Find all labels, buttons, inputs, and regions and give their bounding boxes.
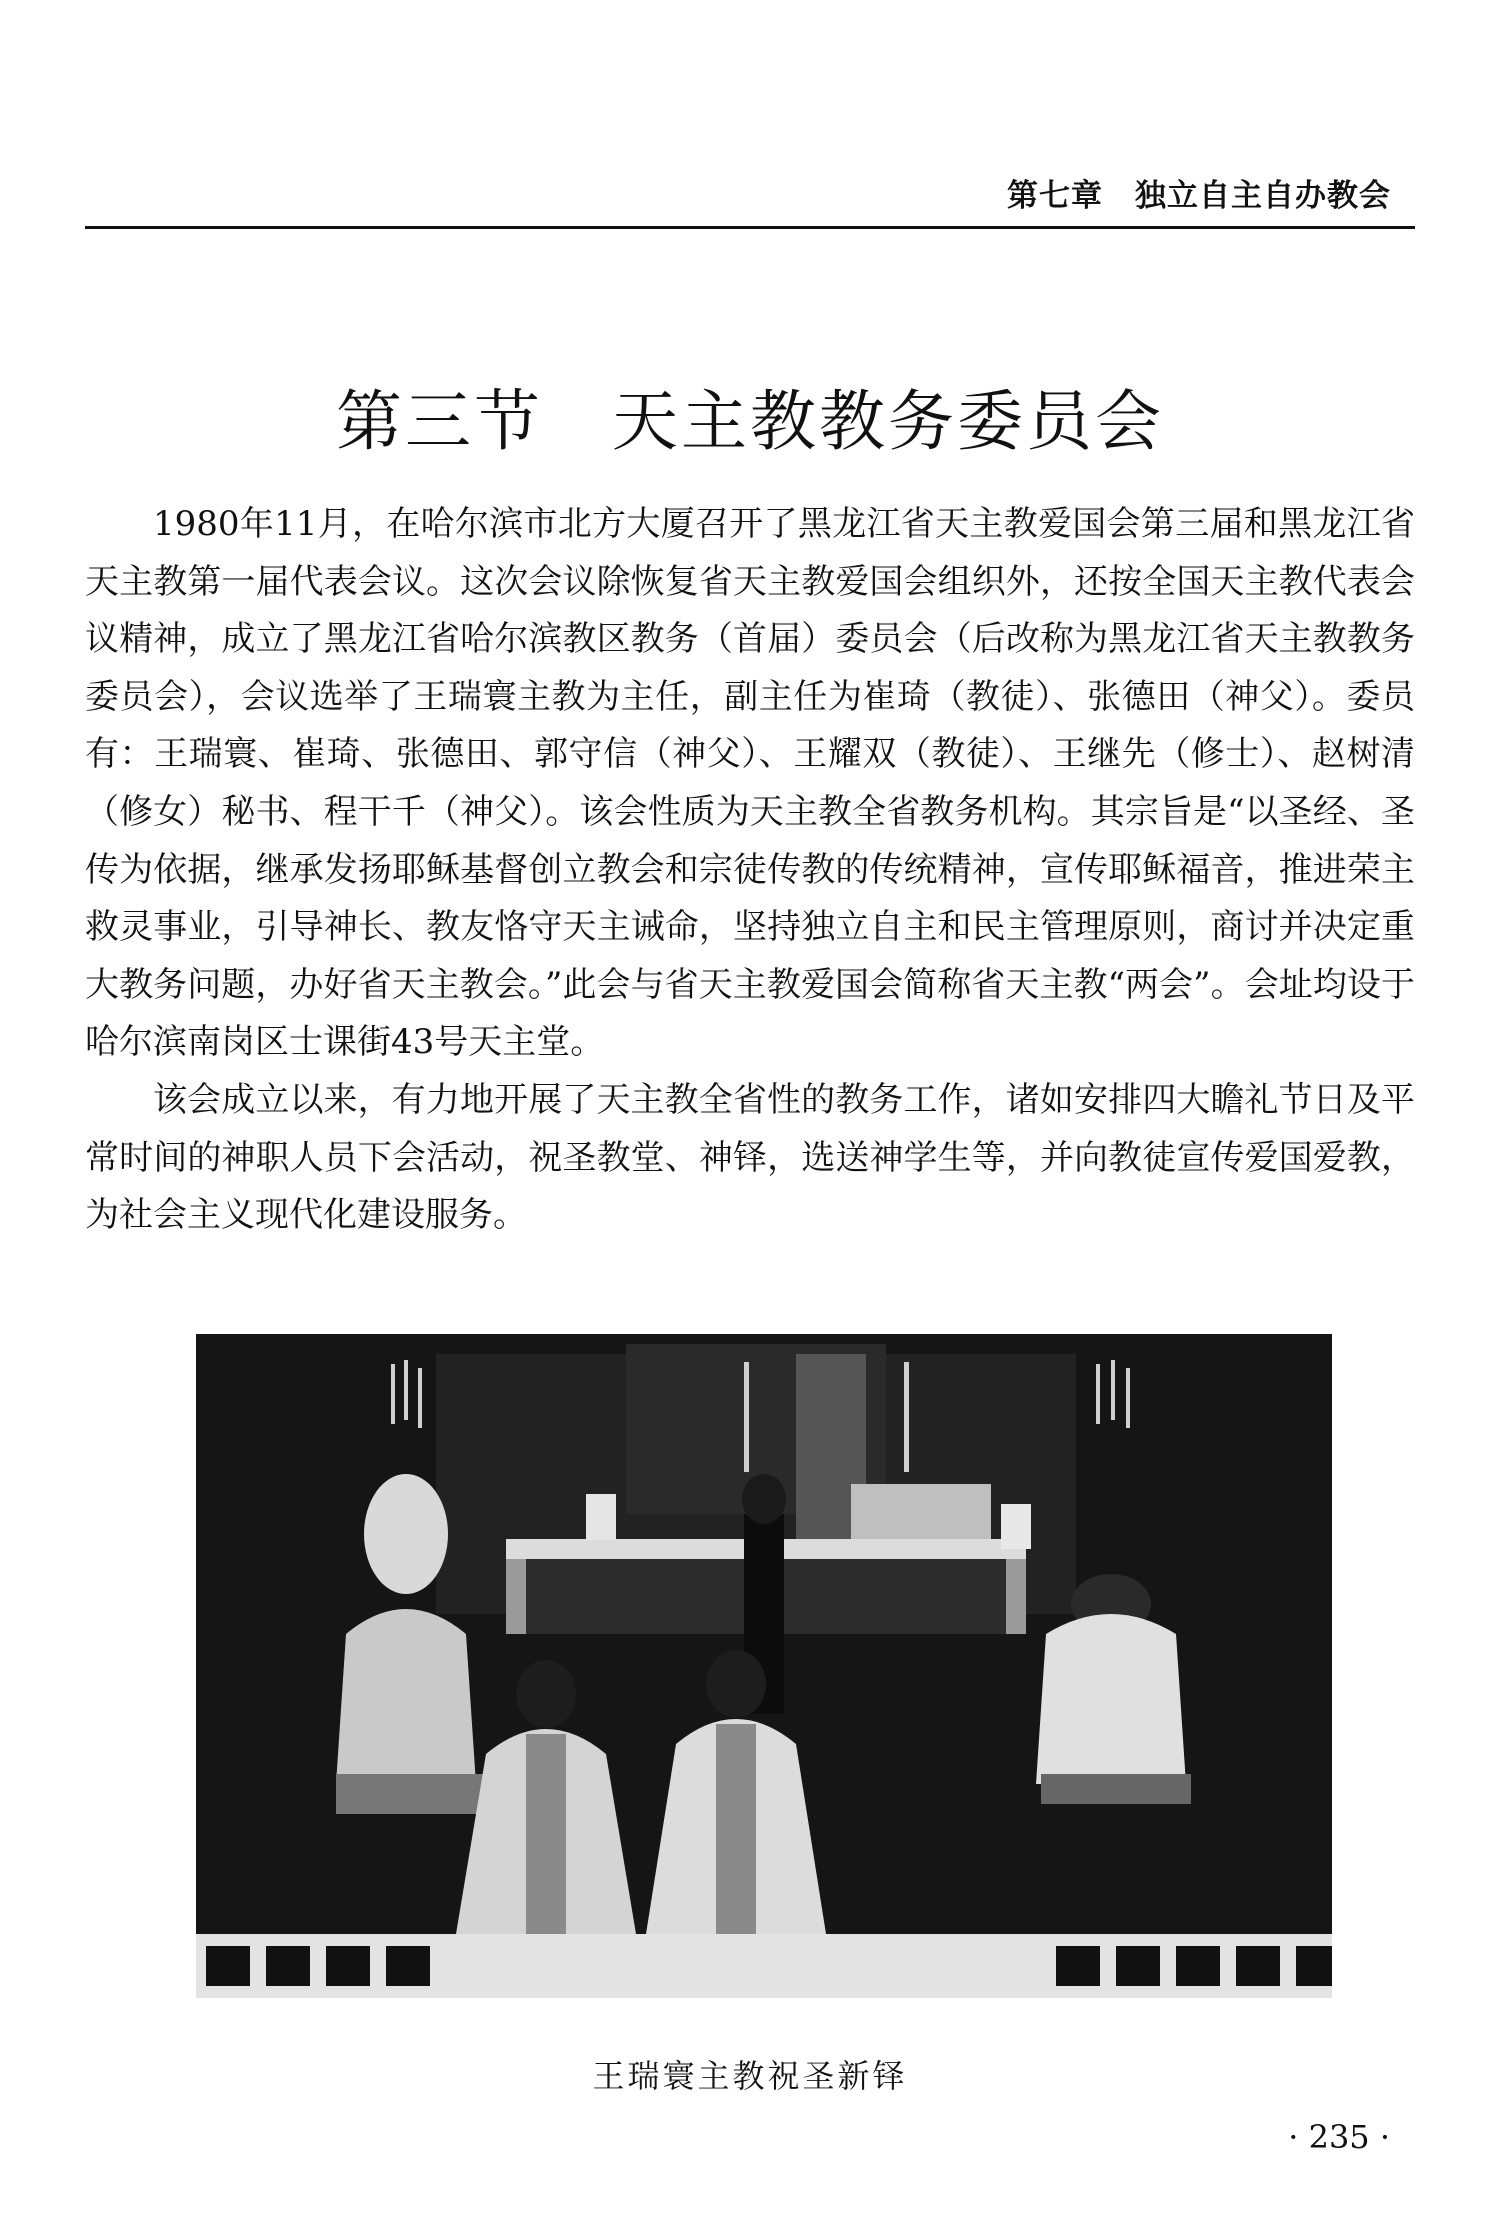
page-number: · 235 ·	[1288, 2118, 1390, 2156]
body-text	[85, 496, 1415, 1245]
chapter-title: 第七章 独立自主自办教会	[1007, 178, 1391, 214]
running-head	[85, 170, 1415, 229]
photo-scene	[196, 1334, 1332, 1998]
section-title: 第三节 天主教教务委员会	[336, 383, 1164, 460]
paragraph-2: 该会成立以来，有力地开展了天主教全省性的教务工作，诸如安排四大瞻礼节日及平常时间的神职人员下会活动，祝圣教堂、神铎，选送神学生等，并向教徒宣传爱国爱教，为社会主义现代化建设服务。	[85, 1079, 1415, 1236]
ordination-photo	[196, 1334, 1332, 1998]
figure-caption: 王瑞寰主教祝圣新铎	[592, 2057, 908, 2095]
paragraph-1: 1980年11月，在哈尔滨市北方大厦召开了黑龙江省天主教爱国会第三届和黑龙江省天主教第一届代表会议。这次会议除恢复省天主教爱国会组织外，还按全国天主教代表会议精神，成立了黑龙江省哈尔滨教区教务（首届）委员会（后改称为黑龙江省天主教教务委员会），会议选举了王瑞寰主教为主任，副主任为崔琦（教徒）、张德田（神父）。委员有：王瑞寰、崔琦、张德田、郭守信（神父）、王耀双（教徒）、王继先（修士）、赵树清（修女）秘书、程干千（神父）。该会性质为天主教全省教务机构。其宗旨是“以圣经、圣传为依据，继承发扬耶稣基督创立教会和宗徒传教的传统精神，宣传耶稣福音，推进荣主救灵事业，引导神长、教友恪守天主诫命，坚持独立自主和民主管理原则，商讨并决定重大教务问题，办好省天主教会。”此会与省天主教爱国会简称省天主教“两会”。会址均设于哈尔滨南岗区士课街43号天主堂。	[85, 504, 1415, 1063]
